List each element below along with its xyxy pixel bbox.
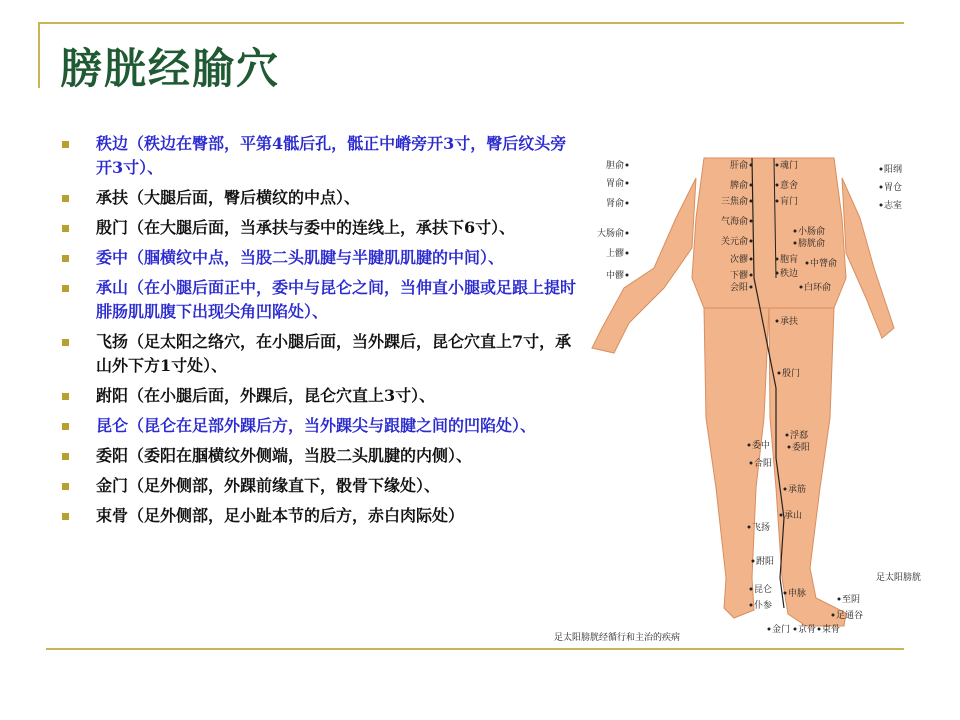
acupoint-item: [62, 132, 582, 180]
acupoint-label: 气海俞: [720, 217, 748, 227]
acupoint-dot: [750, 184, 753, 187]
acupoint-dot: [784, 488, 787, 491]
acupoint-text: 委中（腘横纹中点，当股二头肌腱与半腱肌肌腱的中间）、: [96, 248, 505, 267]
acupoint-dot: [748, 444, 751, 447]
acupoint-dot: [776, 258, 779, 261]
acupoint-label: 京骨: [798, 625, 817, 635]
acupoint-dot: [750, 220, 753, 223]
bullet-icon: [62, 255, 69, 262]
acupoint-label: 胃俞: [605, 179, 624, 189]
bullet-icon: [62, 339, 69, 346]
bullet-icon: [62, 225, 69, 232]
acupoint-label: 中髎: [605, 271, 624, 281]
acupoint-dot: [788, 446, 791, 449]
acupoint-label: 脾俞: [729, 181, 748, 191]
acupoint-dot: [880, 204, 883, 207]
acupoint-dot: [750, 274, 753, 277]
acupoint-label: 秩边: [780, 269, 799, 279]
acupoint-dot: [750, 286, 753, 289]
acupoint-dot: [794, 628, 797, 631]
acupoint-dot: [794, 230, 797, 233]
acupoint-label: 肓门: [780, 197, 799, 207]
acupoint-item: [62, 504, 582, 528]
acupoint-dot: [776, 200, 779, 203]
acupoint-dot: [750, 588, 753, 591]
acupoint-text: 承山（在小腿后面正中，委中与昆仑之间，当伸直小腿或足跟上提时腓肠肌肌腹下出现尖角凹陷处）、: [96, 278, 577, 321]
acupoint-dot: [750, 240, 753, 243]
acupoint-label: 上髎: [605, 249, 624, 259]
acupoint-dot: [750, 258, 753, 261]
acupoint-text: 委阳（委阳在腘横纹外侧端，当股二头肌腱的内侧）、: [96, 446, 473, 465]
acupoint-dot: [780, 514, 783, 517]
figure-caption: 足太阳膀胱经循行和主治的疾病: [554, 633, 681, 643]
acupoint-label: 浮郄: [790, 431, 809, 441]
acupoint-dot: [748, 526, 751, 529]
acupoint-label: 至阴: [842, 595, 861, 605]
acupoint-dot: [776, 164, 779, 167]
acupoint-item: [62, 186, 582, 210]
acupoint-dot: [776, 320, 779, 323]
bullet-icon: [62, 453, 69, 460]
acupoint-label: 魂门: [780, 161, 799, 171]
acupoint-label: 志室: [884, 201, 903, 211]
acupoint-label: 阳纲: [884, 165, 903, 175]
acupoint-dot: [806, 262, 809, 265]
acupoint-dot: [776, 272, 779, 275]
acupoint-label: 足通谷: [836, 611, 864, 621]
acupoint-dot: [626, 202, 629, 205]
acupoint-text: 承扶（大腿后面，臀后横纹的中点）、: [96, 188, 361, 207]
acupoint-text: 飞扬（足太阳之络穴，在小腿后面，当外踝后，昆仑穴直上7寸，承山外下方1寸处）、: [96, 332, 572, 375]
acupoint-label: 三焦俞: [720, 197, 748, 207]
acupoint-dot: [778, 372, 781, 375]
bullet-icon: [62, 483, 69, 490]
acupoint-label: 承筋: [788, 485, 807, 495]
acupoint-label: 关元俞: [720, 237, 748, 247]
acupoint-dot: [626, 252, 629, 255]
acupoint-label: 肾俞: [605, 199, 624, 209]
acupoint-dot: [880, 168, 883, 171]
acupoint-text: 跗阳（在小腿后面，外踝后，昆仑穴直上3寸）、: [96, 386, 436, 405]
acupoint-dot: [776, 184, 779, 187]
acupoint-label: 昆仑: [754, 585, 773, 595]
acupoint-label: 胞肓: [780, 255, 799, 265]
acupoint-dot: [838, 598, 841, 601]
acupoint-label: 仆参: [754, 601, 773, 611]
bullet-icon: [62, 195, 69, 202]
acupoint-item: [62, 330, 582, 378]
acupoint-label: 大肠俞: [596, 229, 624, 239]
acupoint-dot: [818, 628, 821, 631]
acupoint-dot: [794, 242, 797, 245]
acupoint-dot: [750, 164, 753, 167]
acupoint-dot: [750, 462, 753, 465]
acupoint-label: 中膂俞: [810, 259, 838, 269]
acupoint-item: [62, 414, 582, 438]
acupoint-label: 委阳: [792, 443, 811, 453]
acupoint-label: 白环俞: [804, 283, 832, 293]
acupoint-label: 殷门: [782, 369, 801, 379]
bullet-icon: [62, 393, 69, 400]
acupoint-label: 束骨: [822, 625, 841, 635]
acupoint-label: 会阳: [729, 283, 748, 293]
acupoint-label: 金门: [772, 625, 791, 635]
acupoint-dot: [752, 560, 755, 563]
acupoint-label: 承扶: [780, 317, 799, 327]
acupoint-list: [62, 132, 582, 534]
acupoint-dot: [800, 286, 803, 289]
acupoint-text: 金门（足外侧部，外踝前缘直下，骰骨下缘处）、: [96, 476, 441, 495]
acupoint-label: 胆俞: [605, 161, 624, 171]
side-label: 足太阳膀胱: [876, 573, 922, 583]
acupoint-dot: [784, 592, 787, 595]
acupoint-label: 合阳: [754, 459, 773, 469]
acupoint-label: 意舍: [780, 181, 799, 191]
acupoint-text: 昆仑（昆仑在足部外踝后方，当外踝尖与跟腱之间的凹陷处）、: [96, 416, 537, 435]
acupoint-label: 跗阳: [756, 557, 775, 567]
acupoint-label: 申脉: [788, 589, 807, 599]
bullet-icon: [62, 423, 69, 430]
acupoint-item: [62, 384, 582, 408]
acupoint-label: 膀胱俞: [798, 239, 826, 249]
acupoint-label: 承山: [784, 511, 803, 521]
acupoint-item: [62, 276, 582, 324]
bullet-icon: [62, 141, 69, 148]
acupoint-text: 秩边（秩边在臀部，平第4骶后孔，骶正中嵴旁开3寸，臀后纹头旁开3寸）、: [96, 134, 567, 177]
acupoint-dot: [626, 274, 629, 277]
slide-title: 膀胱经腧穴: [60, 44, 281, 93]
left-rule: [38, 22, 40, 88]
acupoint-dot: [750, 604, 753, 607]
acupoint-item: [62, 444, 582, 468]
acupoint-label: 胃仓: [884, 183, 903, 193]
acupoint-dot: [626, 164, 629, 167]
acupoint-label: 肝俞: [729, 161, 748, 171]
acupoint-text: 殷门（在大腿后面，当承扶与委中的连线上，承扶下6寸）、: [96, 218, 516, 237]
acupoint-item: [62, 474, 582, 498]
acupoint-label: 委中: [752, 441, 771, 451]
acupoint-dot: [832, 614, 835, 617]
meridian-figure: [554, 158, 944, 643]
acupoint-dot: [750, 200, 753, 203]
acupoint-label: 小肠俞: [798, 227, 826, 237]
acupoint-dot: [786, 434, 789, 437]
bullet-icon: [62, 513, 69, 520]
acupoint-label: 次髎: [729, 255, 748, 265]
acupoint-dot: [768, 628, 771, 631]
bullet-icon: [62, 285, 69, 292]
bottom-rule: [46, 648, 904, 650]
top-rule: [38, 22, 904, 24]
acupoint-dot: [626, 182, 629, 185]
acupoint-label: 飞扬: [752, 523, 771, 533]
acupoint-label: 下髎: [729, 271, 748, 281]
acupoint-item: [62, 216, 582, 240]
acupoint-item: [62, 246, 582, 270]
acupoint-dot: [626, 232, 629, 235]
acupoint-dot: [880, 186, 883, 189]
acupoint-text: 束骨（足外侧部，足小趾本节的后方，赤白肉际处）: [96, 506, 465, 525]
